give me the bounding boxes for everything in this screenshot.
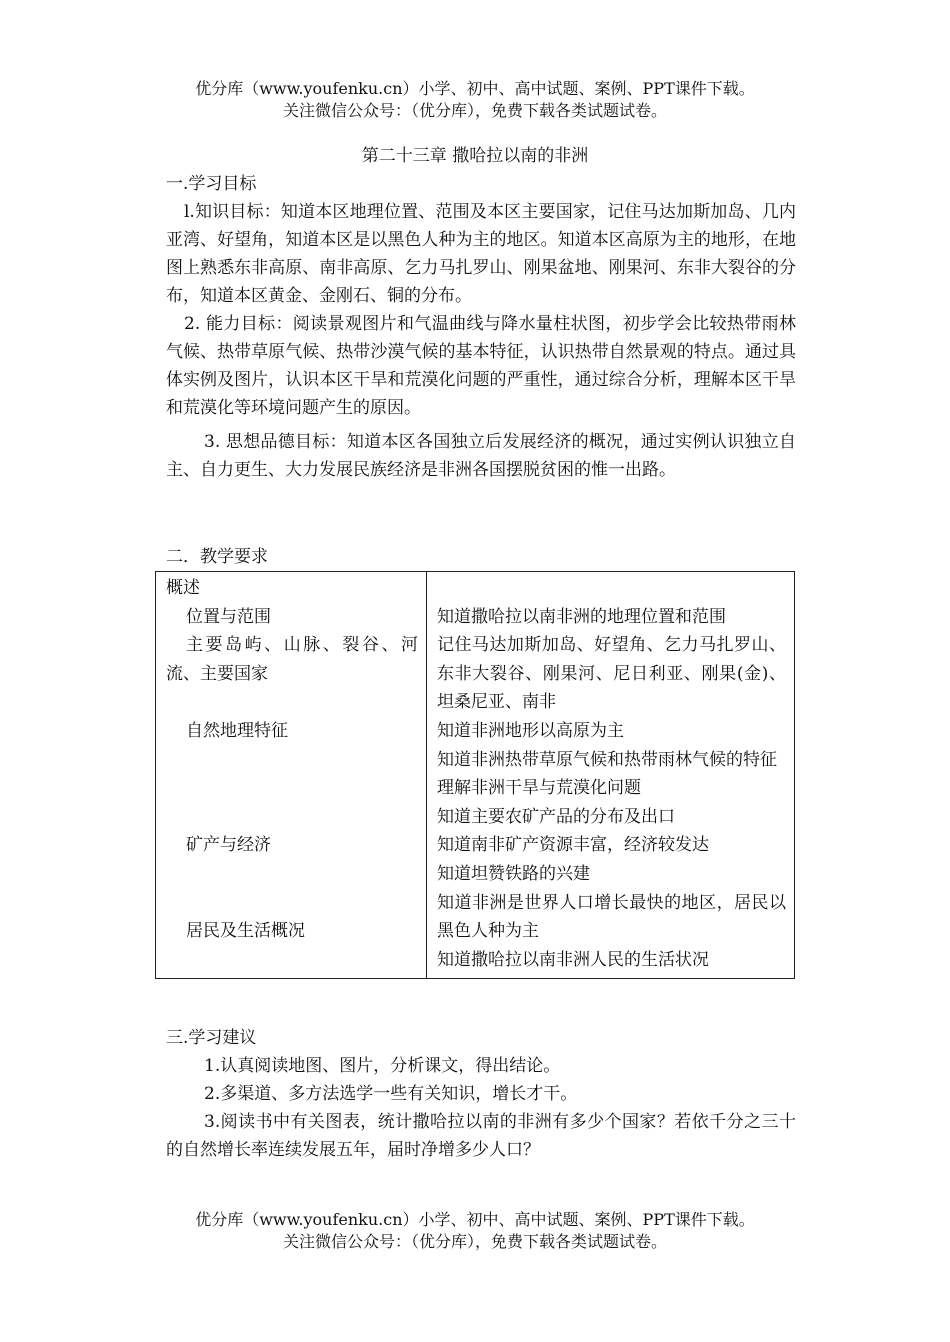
req-location: 知道撒哈拉以南非洲的地理位置和范围	[437, 606, 726, 627]
req-living: 知道撒哈拉以南非洲人民的生活状况	[437, 949, 709, 970]
req-railway: 知道坦赞铁路的兴建	[437, 863, 590, 884]
topic-residents: 居民及生活概况	[186, 921, 305, 942]
objectives-heading: 一.学习目标	[166, 174, 257, 194]
topic-features: 主要岛屿、山脉、裂谷、河流、主要国家	[166, 635, 418, 684]
topic-minerals: 矿产与经济	[186, 835, 271, 856]
table-row	[156, 572, 795, 979]
advice-item-3: 3.阅读书中有关图表，统计撒哈拉以南的非洲有多少个国家？若依千分之三十的自然增长率连续发展五年，届时净增多少人口？	[166, 1112, 796, 1160]
req-south-africa: 知道南非矿产资源丰富，经济较发达	[437, 835, 709, 856]
requirement-column	[427, 572, 795, 979]
requirements-table	[155, 571, 795, 979]
advice-section	[166, 1024, 796, 1164]
topic-column	[156, 572, 427, 979]
objective-moral: 3. 思想品德目标：知道本区各国独立后发展经济的概况，通过实例认识独立自主、自力更生、大力发展民族经济是非洲各国摆脱贫困的惟一出路。	[166, 432, 796, 480]
advice-heading: 三.学习建议	[166, 1028, 257, 1048]
req-climate: 知道非洲热带草原气候和热带雨林气候的特征	[437, 749, 777, 770]
req-population: 知道非洲是世界人口增长最快的地区，居民以黑色人种为主	[437, 892, 786, 942]
req-features: 记住马达加斯加岛、好望角、乞力马扎罗山、东非大裂谷、刚果河、尼日利亚、刚果(金)、坦桑尼亚、南非	[437, 635, 786, 713]
topic-natural: 自然地理特征	[186, 720, 288, 741]
requirements-heading: 二．教学要求	[166, 547, 268, 567]
page-footer	[0, 1209, 950, 1253]
footer-line-1: 优分库（www.youfenku.cn）小学、初中、高中试题、案例、PPT课件下载。	[195, 1210, 755, 1229]
req-desertification: 理解非洲干旱与荒漠化问题	[437, 778, 641, 799]
objective-knowledge: l.知识目标：知道本区地理位置、范围及本区主要国家，记住马达加斯加岛、几内亚湾、好望角，知道本区是以黑色人种为主的地区。知道本区高原为主的地形，在地图上熟悉东非高原、南非高原、乞力马扎罗山、刚果盆地、刚果河、东非大裂谷的分布，知道本区黄金、金刚石、铜的分布。	[166, 202, 796, 306]
req-terrain: 知道非洲地形以高原为主	[437, 720, 624, 741]
advice-item-2: 2.多渠道、多方法选学一些有关知识，增长才干。	[204, 1084, 578, 1104]
advice-item-1: 1.认真阅读地图、图片，分析课文，得出结论。	[204, 1056, 561, 1076]
footer-line-2: 关注微信公众号：（优分库），免费下载各类试题试卷。	[282, 1232, 667, 1251]
req-products: 知道主要农矿产品的分布及出口	[437, 806, 675, 827]
topic-overview: 概述	[166, 578, 200, 598]
chapter-title: 第二十三章 撒哈拉以南的非洲	[361, 146, 589, 166]
objectives-section	[166, 170, 796, 484]
header-line-1: 优分库（www.youfenku.cn）小学、初中、高中试题、案例、PPT课件下载。	[195, 79, 755, 98]
objective-ability: 2. 能力目标：阅读景观图片和气温曲线与降水量柱状图，初步学会比较热带雨林气候、热带草原气候、热带沙漠气候的基本特征，认识热带自然景观的特点。通过具体实例及图片，认识本区干旱和荒漠化问题的严重性，通过综合分析，理解本区干旱和荒漠化等环境问题产生的原因。	[166, 314, 796, 418]
header-line-2: 关注微信公众号：（优分库），免费下载各类试题试卷。	[282, 101, 667, 120]
topic-location: 位置与范围	[186, 606, 271, 627]
page-header	[0, 78, 950, 122]
